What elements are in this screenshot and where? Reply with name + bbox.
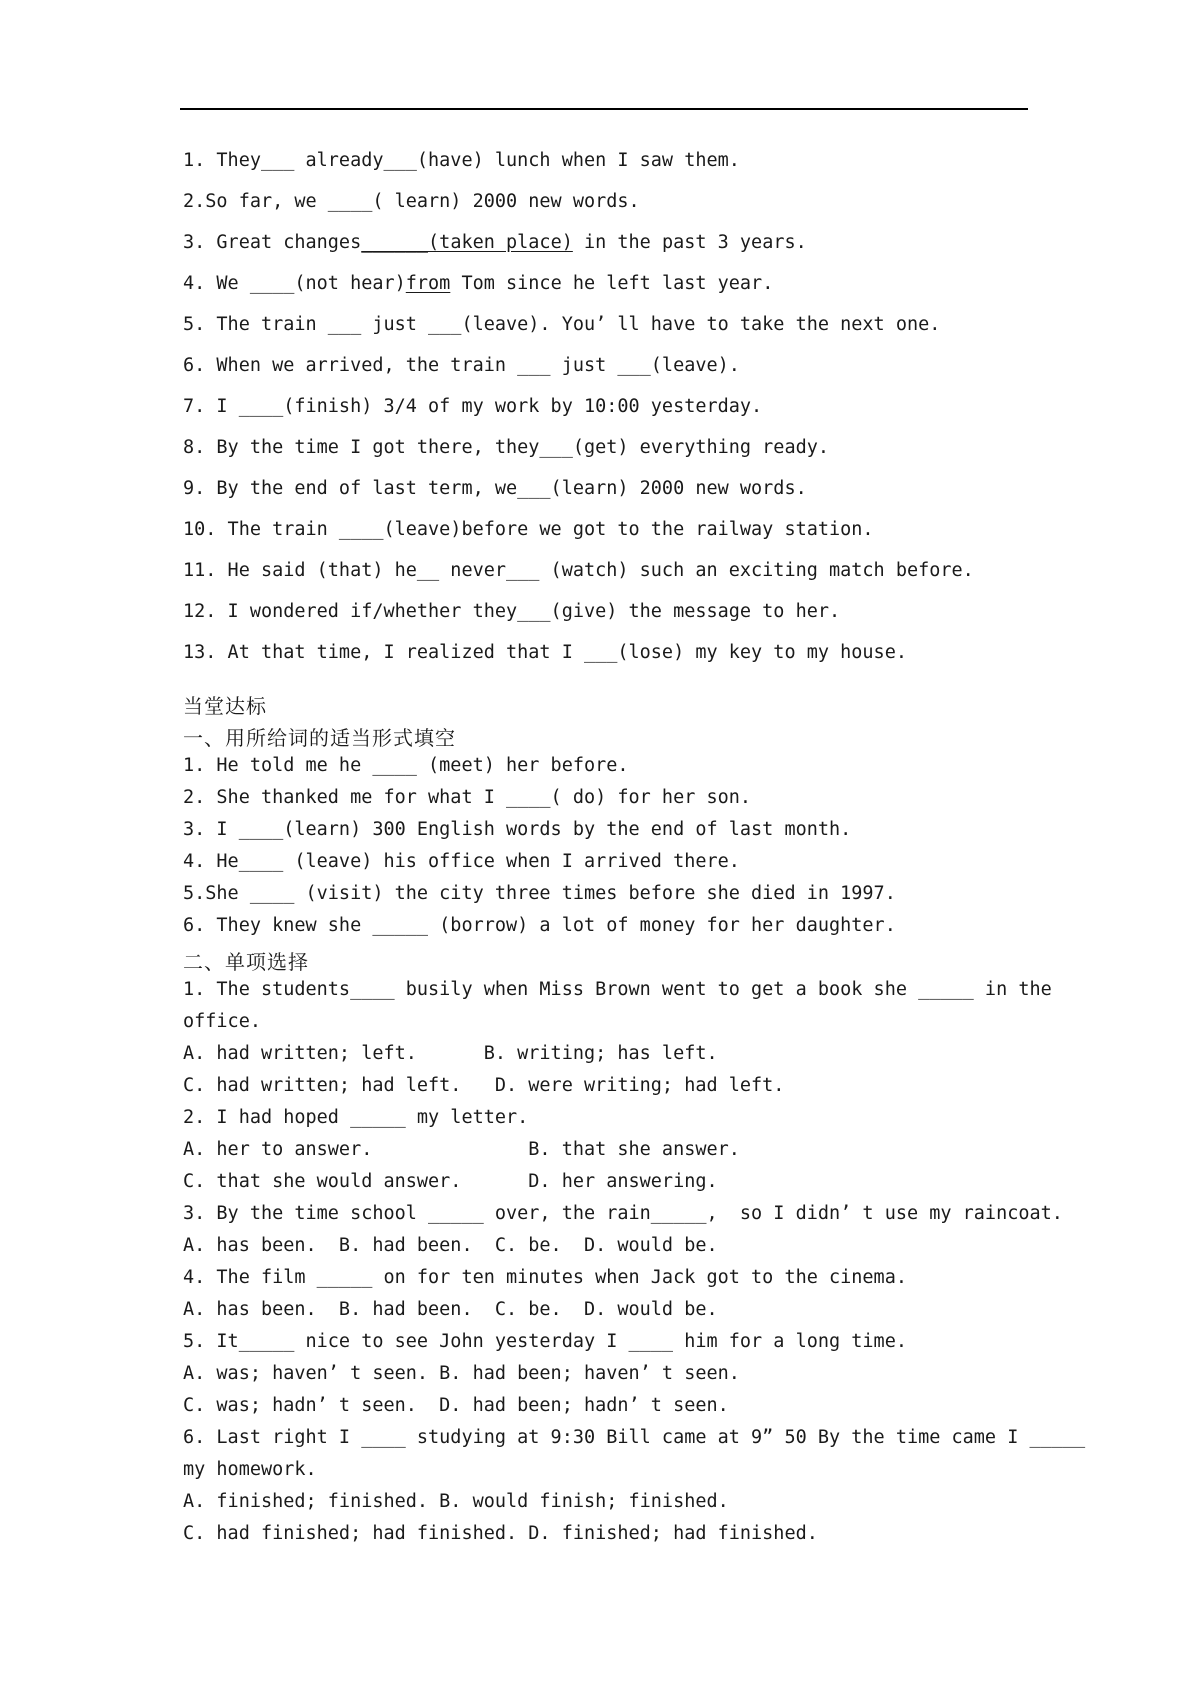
part2-line: my homework. bbox=[183, 1459, 317, 1480]
header-rule bbox=[180, 108, 1028, 110]
part2-line: A. was; haven’ t seen. B. had been; haven’ t seen. bbox=[183, 1363, 740, 1384]
exercise-line: 12. I wondered if/whether they___(give) the message to her. bbox=[183, 601, 841, 622]
exercise-line: 10. The train ____(leave)before we got to the railway station. bbox=[183, 519, 874, 540]
part2-line: 1. The students____ busily when Miss Brown went to get a book she _____ in the bbox=[183, 979, 1052, 1000]
part1-item: 4. He____ (leave) his office when I arrived there. bbox=[183, 851, 740, 872]
part2-line: A. has been. B. had been. C. be. D. would be. bbox=[183, 1235, 718, 1256]
part2-line: 4. The film _____ on for ten minutes when Jack got to the cinema. bbox=[183, 1267, 907, 1288]
part1-item: 5.She ____ (visit) the city three times before she died in 1997. bbox=[183, 883, 896, 904]
underlined-word: from bbox=[405, 273, 451, 294]
part2-line: C. was; hadn’ t seen. D. had been; hadn’ t seen. bbox=[183, 1395, 729, 1416]
exercise-line: 5. The train ___ just ___(leave). You’ ll have to take the next one. bbox=[183, 314, 941, 335]
underlined-phrase: ______(taken place) bbox=[361, 232, 573, 253]
part2-line: C. had finished; had finished. D. finished; had finished. bbox=[183, 1523, 818, 1544]
exercise-line: 7. I ____(finish) 3/4 of my work by 10:00 yesterday. bbox=[183, 396, 763, 417]
exercise-line: 6. When we arrived, the train ___ just ___(leave). bbox=[183, 355, 740, 376]
exercise-line: 3. Great changes______(taken place) in the past 3 years. bbox=[183, 232, 807, 253]
exercise-line: 2.So far, we ____( learn) 2000 new words. bbox=[183, 191, 640, 212]
part2-line: office. bbox=[183, 1011, 261, 1032]
part2-line: 3. By the time school _____ over, the rain_____, so I didn’ t use my raincoat. bbox=[183, 1203, 1063, 1224]
exercise-line: 11. He said (that) he__ never___ (watch) such an exciting match before. bbox=[183, 560, 974, 581]
exercise-line: 9. By the end of last term, we___(learn) 2000 new words. bbox=[183, 478, 807, 499]
part1-heading: 一、用所给词的适当形式填空 bbox=[183, 726, 456, 750]
practice-heading: 当堂达标 bbox=[183, 694, 267, 718]
part2-heading: 二、单项选择 bbox=[183, 950, 309, 974]
part1-item: 1. He told me he ____ (meet) her before. bbox=[183, 755, 629, 776]
section-a-exercises bbox=[183, 150, 1028, 663]
exercise-line: 13. At that time, I realized that I ___(lose) my key to my house. bbox=[183, 642, 907, 663]
part1-item: 6. They knew she _____ (borrow) a lot of money for her daughter. bbox=[183, 915, 896, 936]
part2-line: A. finished; finished. B. would finish; finished. bbox=[183, 1491, 729, 1512]
part2-line: A. has been. B. had been. C. be. D. would be. bbox=[183, 1299, 718, 1320]
part2-line: A. had written; left. B. writing; has left. bbox=[183, 1043, 718, 1064]
part1-item: 2. She thanked me for what I ____( do) for her son. bbox=[183, 787, 752, 808]
part1-item: 3. I ____(learn) 300 English words by the end of last month. bbox=[183, 819, 852, 840]
exercise-line: 8. By the time I got there, they___(get) everything ready. bbox=[183, 437, 830, 458]
part2-line: 6. Last right I ____ studying at 9:30 Bill came at 9” 50 By the time came I _____ bbox=[183, 1427, 1086, 1448]
part2-line: A. her to answer. B. that she answer. bbox=[183, 1139, 740, 1160]
exercise-line: 4. We ____(not hear)from Tom since he left last year. bbox=[183, 273, 774, 294]
part2-line: 5. It_____ nice to see John yesterday I ____ him for a long time. bbox=[183, 1331, 907, 1352]
exercise-line: 1. They___ already___(have) lunch when I saw them. bbox=[183, 150, 740, 171]
part2-line: C. had written; had left. D. were writing; had left. bbox=[183, 1075, 785, 1096]
part2-line: C. that she would answer. D. her answering. bbox=[183, 1171, 718, 1192]
part2-line: 2. I had hoped _____ my letter. bbox=[183, 1107, 529, 1128]
practice-section bbox=[183, 690, 1086, 1544]
